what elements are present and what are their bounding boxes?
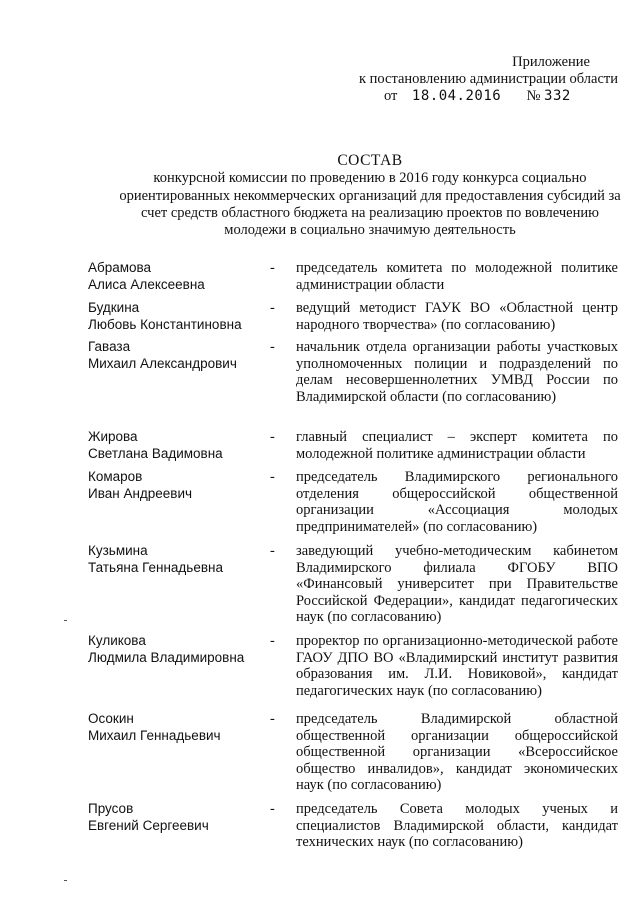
member-role: начальник отдела организации работы участковых уполномоченных полиции и подразделений по делам несовершеннолетних УМВД России по Владимирской области (по согласованию): [296, 339, 618, 405]
member-role: председатель Совета молодых ученых и специалистов Владимирской области, кандидат технических наук (по согласованию): [296, 801, 618, 850]
separator-dash: -: [270, 469, 275, 485]
separator-dash: -: [270, 429, 275, 445]
member-row: [88, 429, 618, 469]
member-role: председатель Владимирского регионального отделения общероссийской общественной организации «Ассоциация молодых предпринимателей» (по согласованию): [296, 469, 618, 535]
commission-members-list: [88, 260, 618, 861]
member-name: Комаров Иван Андреевич: [88, 469, 193, 501]
resolution-date-number: [384, 88, 584, 105]
resolution-number: 332: [544, 88, 571, 104]
separator-dash: -: [270, 801, 275, 817]
member-role: главный специалист – эксперт комитета по молодежной политике администрации области: [296, 429, 618, 462]
scan-speck: [64, 880, 67, 881]
member-name: Прусов Евгений Сергеевич: [88, 801, 209, 833]
member-name: Будкина Любовь Константиновна: [88, 300, 242, 332]
member-role: председатель комитета по молодежной политике администрации области: [296, 260, 618, 293]
separator-dash: -: [270, 543, 275, 559]
resolution-date: 18.04.2016: [411, 88, 502, 104]
member-name: Осокин Михаил Геннадьевич: [88, 711, 221, 743]
title-heading: СОСТАВ: [337, 152, 403, 169]
separator-dash: -: [270, 300, 275, 316]
member-row: [88, 711, 618, 801]
resolution-reference: к постановлению администрации области: [358, 71, 618, 87]
scan-speck: [64, 620, 67, 621]
separator-dash: -: [270, 339, 275, 355]
member-role: заведующий учебно-методическим кабинетом Владимирского филиала ФГОБУ ВПО «Финансовый университет при Правительстве Российской Федерации», кандидат педагогических наук (по согласованию): [296, 543, 618, 625]
number-prefix: №: [526, 88, 541, 104]
member-name: Кузьмина Татьяна Геннадьевна: [88, 543, 223, 575]
member-row: [88, 469, 618, 543]
member-name: Куликова Людмила Владимировна: [88, 633, 245, 665]
member-row: [88, 300, 618, 339]
member-name: Абрамова Алиса Алексеевна: [88, 260, 205, 292]
member-row: [88, 339, 618, 429]
member-row: [88, 633, 618, 711]
separator-dash: -: [270, 633, 275, 649]
date-prefix: от: [384, 88, 398, 104]
member-role: председатель Владимирской областной общественной организации общероссийской общественной организации «Всероссийское общество инвалидов», кандидат экономических наук (по согласованию): [296, 711, 618, 793]
member-row: [88, 801, 618, 861]
title-subtitle: конкурсной комиссии по проведению в 2016 году конкурса социально ориентированных некоммерческих организаций для предоставления субсидий за счет средств областного бюджета на реализацию проектов по вовлечению молодежи в социально значимую деятельность: [119, 170, 621, 239]
document-title: [118, 152, 622, 239]
appendix-label: Приложение: [512, 54, 590, 70]
member-row: [88, 260, 618, 300]
member-role: проректор по организационно-методической работе ГАОУ ДПО ВО «Владимирский институт развития образования им. Л.И. Новиковой», кандидат педагогических наук (по согласованию): [296, 633, 618, 699]
separator-dash: -: [270, 711, 275, 727]
member-name: Гаваза Михаил Александрович: [88, 339, 237, 371]
member-role: ведущий методист ГАУК ВО «Областной центр народного творчества» (по согласованию): [296, 300, 618, 333]
separator-dash: -: [270, 260, 275, 276]
member-name: Жирова Светлана Вадимовна: [88, 429, 223, 461]
member-row: [88, 543, 618, 633]
